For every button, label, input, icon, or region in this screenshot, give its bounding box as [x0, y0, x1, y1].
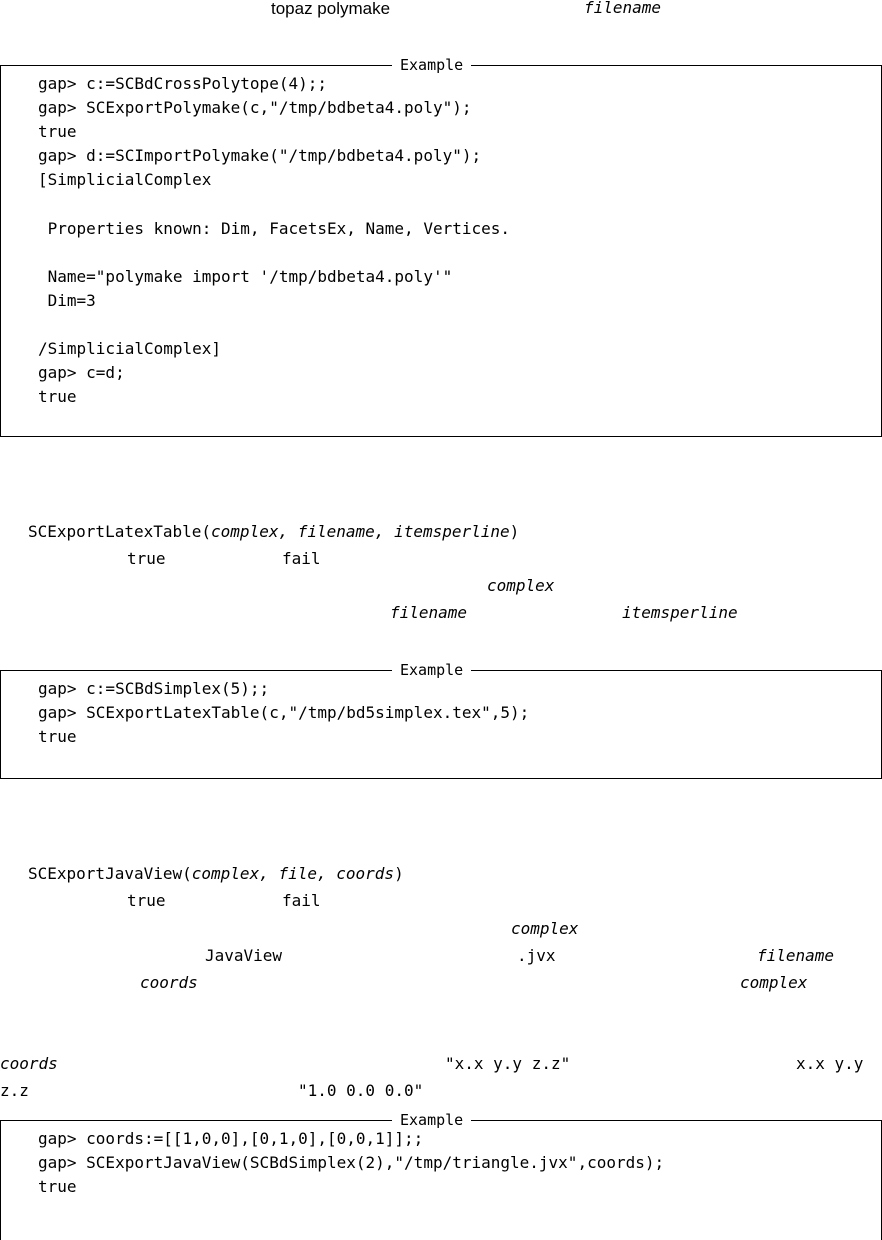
- code-line: gap> SCExportLatexTable(c,"/tmp/bd5simplex.tex",5);: [38, 703, 530, 723]
- word-javaview: JavaView: [205, 946, 283, 965]
- code-line: Dim=3: [38, 290, 96, 310]
- top-word-filename: filename: [584, 0, 662, 17]
- code-line: Properties known: Dim, FacetsEx, Name, Vertices.: [38, 218, 511, 238]
- word-xy: x.x y.y: [796, 1054, 864, 1073]
- code-line: gap> SCExportJavaView(SCBdSimplex(2),"/tmp/triangle.jvx",coords);: [38, 1153, 665, 1173]
- function-args: complex, filename, itemsperline: [211, 522, 510, 541]
- code-line: gap> coords:=[[1,0,0],[0,1,0],[0,0,1]];;: [38, 1129, 424, 1148]
- function-name: SCExportLatexTable(: [28, 522, 212, 541]
- word-coord-format: "x.x y.y z.z": [445, 1054, 571, 1073]
- code-line: gap> c:=SCBdSimplex(5);;: [38, 679, 270, 698]
- function-args: complex, file, coords: [191, 864, 395, 883]
- code-line: [38, 241, 510, 265]
- return-true: true: [127, 549, 166, 568]
- code-line: true: [38, 1177, 77, 1197]
- signature-close: ): [509, 522, 520, 541]
- example-box-latex: [0, 661, 882, 779]
- code-line: true: [38, 727, 77, 747]
- example-box-polymake: [0, 56, 882, 437]
- code-line: [38, 192, 510, 216]
- example-code-polymake: [38, 72, 510, 409]
- example-label: Example: [392, 1111, 471, 1129]
- code-line: [38, 313, 510, 337]
- code-line: true: [38, 122, 77, 142]
- return-true: true: [127, 891, 166, 910]
- code-line: [SimplicialComplex: [38, 170, 212, 190]
- word-jvx: .jvx: [517, 946, 556, 965]
- function-name: SCExportJavaView(: [28, 864, 192, 883]
- example-label: Example: [392, 56, 471, 74]
- word-coords: coords: [140, 973, 198, 992]
- code-line: /SimplicialComplex]: [38, 339, 222, 359]
- word-zz: z.z: [0, 1081, 29, 1100]
- word-complex: complex: [487, 576, 555, 595]
- example-code-latex: [38, 677, 529, 749]
- signature-close: ): [394, 864, 404, 883]
- code-line: true: [38, 387, 77, 407]
- example-box-javaview: [0, 1111, 882, 1240]
- code-line: Name="polymake import '/tmp/bdbeta4.poly'": [38, 266, 453, 286]
- word-filename: filename: [390, 603, 468, 622]
- code-line: gap> c=d;: [38, 363, 125, 383]
- code-line: gap> c:=SCBdCrossPolytope(4);;: [38, 74, 327, 93]
- code-line: gap> SCExportPolymake(c,"/tmp/bdbeta4.poly");: [38, 98, 472, 118]
- word-complex: complex: [511, 919, 579, 938]
- word-coord-example: "1.0 0.0 0.0": [298, 1081, 424, 1100]
- word-itemsperline: itemsperline: [622, 603, 738, 622]
- example-code-javaview: [38, 1127, 664, 1199]
- example-label: Example: [392, 661, 471, 679]
- word-coords-2: coords: [0, 1054, 58, 1073]
- word-filename: filename: [757, 946, 835, 965]
- return-fail: fail: [282, 549, 321, 568]
- function-signature-javaview: [28, 866, 404, 882]
- function-signature-latex: [28, 524, 519, 540]
- code-line: gap> d:=SCImportPolymake("/tmp/bdbeta4.poly");: [38, 146, 482, 166]
- top-word-topaz-polymake: topaz polymake: [271, 0, 391, 18]
- return-fail: fail: [282, 891, 321, 910]
- word-complex-2: complex: [740, 973, 808, 992]
